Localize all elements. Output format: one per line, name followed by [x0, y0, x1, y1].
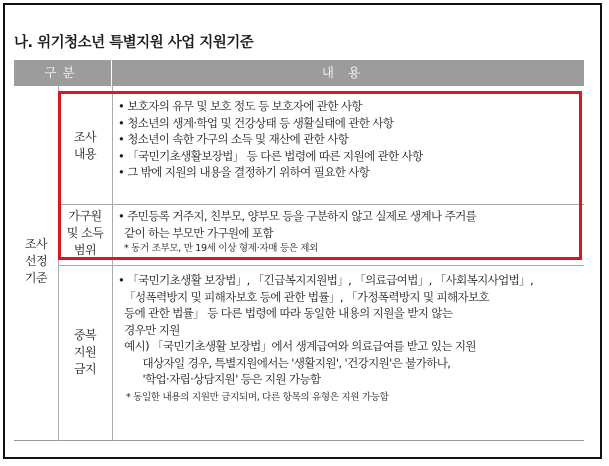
row-label-text: 중복 지원 금지	[73, 328, 97, 376]
list-item: • 그 밖에 지원의 내용을 결정하기 위하여 필요한 사항	[118, 165, 370, 179]
list-item: • 보호자의 유무 및 보호 정도 등 보호자에 관한 사항	[118, 99, 362, 113]
list-item: '학업·자립·상담지원' 등은 지원 가능함	[118, 372, 321, 386]
list-item: 대상자일 경우, 특별지원에서는 '생활지원', '건강지원'은 불가하나,	[118, 355, 451, 370]
list-item: 경우만 지원	[118, 322, 180, 337]
list-item: • 「국민기초생활 보장법」, 「긴급복지지원법」, 「의료급여법」, 「사회복지사업법」,	[118, 273, 534, 287]
group-label-text: 조사 선정 기준	[24, 237, 48, 285]
row-label-text: 조사 내용	[73, 130, 97, 161]
section-title: 나. 위기청소년 특별지원 사업 지원기준	[14, 35, 254, 51]
header-content: 내용	[321, 65, 375, 80]
header-category: 구분	[14, 60, 112, 86]
list-item: • 청소년의 생계·학업 및 건강상태 등 생활실태에 관한 사항	[118, 115, 394, 130]
list-item: • 주민등록 거주지, 친부모, 양부모 등을 구분하지 않고 실제로 생계나 주거를	[118, 209, 477, 223]
group-label	[14, 236, 58, 287]
row-content-duplicate	[118, 272, 580, 406]
row-divider	[58, 265, 584, 266]
list-item: 예시) 「국민기초생활 보장법」에서 생계급여와 의료급여를 받고 있는 지원	[118, 339, 476, 353]
list-item: • 「국민기초생활보장법」 등 다른 법령에 따른 지원에 관한 사항	[118, 148, 423, 163]
list-item: 「성폭력방지 및 피해자보호 등에 관한 법률」, 「가정폭력방지 및 피해자보호	[118, 289, 490, 304]
row-label-duplicate	[58, 327, 112, 378]
footnote: * 동거 조부모, 만 19세 이상 형제·자매 등은 제외	[124, 243, 319, 254]
table-header	[14, 60, 584, 86]
list-item: • 청소년이 속한 가구의 소득 및 재산에 관한 사항	[118, 132, 349, 146]
list-item: 등에 관한 법률」 등 다른 법령에 따라 동일한 내용의 지원을 받지 않는	[118, 306, 453, 320]
row-label-text: 가구원 및 소득 범위	[66, 209, 104, 257]
highlight-box	[58, 91, 582, 260]
list-item: 같이 하는 부모만 가구원에 포함	[118, 225, 273, 240]
footnote: * 동일한 내용의 지원만 금지되며, 다른 항목의 유형은 지원 가능함	[126, 391, 389, 403]
